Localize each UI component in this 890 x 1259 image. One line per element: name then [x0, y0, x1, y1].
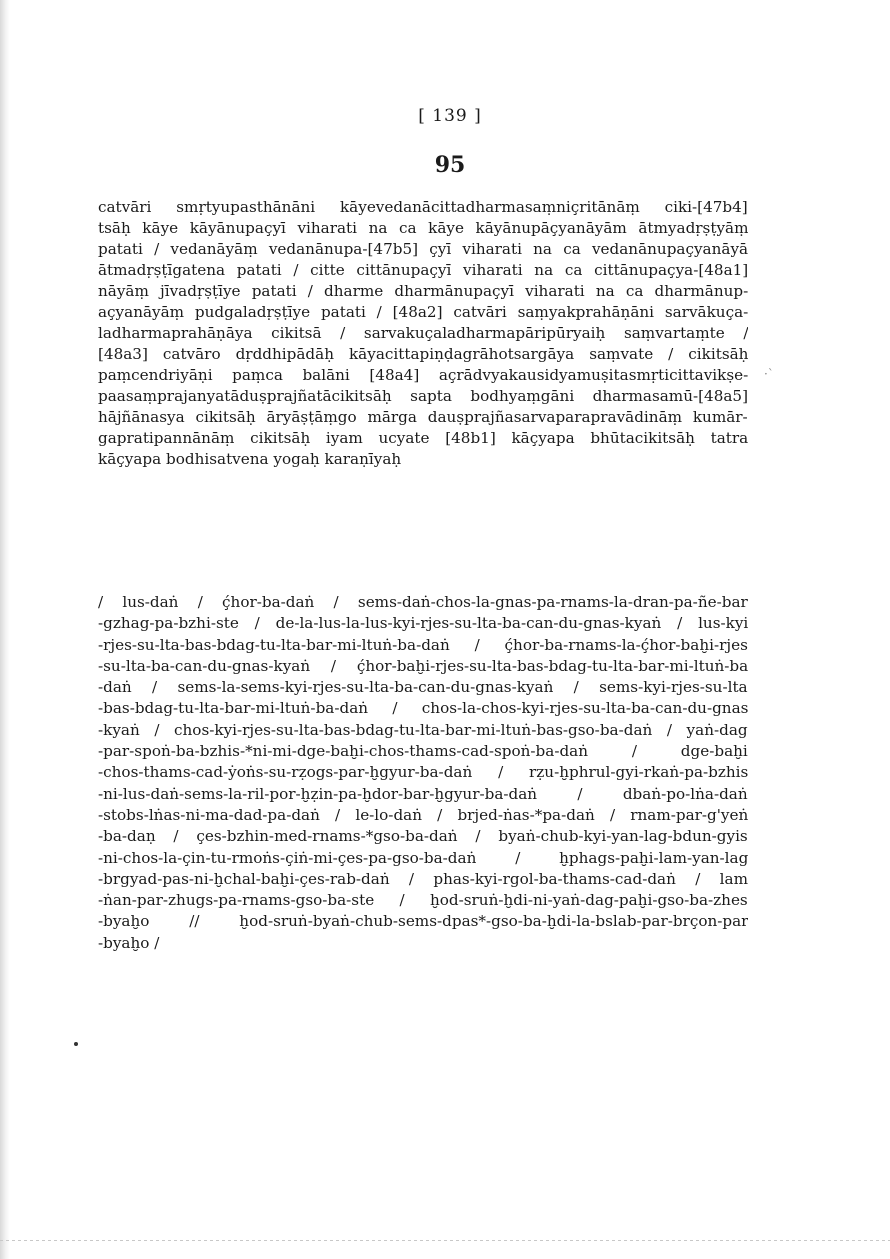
text-line: -brgyad-pas-ni-ḫchal-baḫi-çes-rab-daṅ / phas-kyi-rgol-ba-thams-cad-daṅ / lam	[98, 869, 748, 888]
text-line: -par-spoṅ-ba-bzhis-*ni-mi-dge-baḫi-chos-thams-cad-spoṅ-ba-daṅ / dge-baḫi	[98, 742, 748, 761]
tibetan-paragraph	[98, 592, 748, 954]
text-line: paasaṃprajanyatāduṣprajñatācikitsāḥ sapta bodhyaṃgāni dharmasamū-[48a5]	[98, 387, 748, 405]
page-number: [ 139 ]	[418, 106, 482, 126]
text-line: ātmadṛṣṭīgatena patati / citte cittānupaçyī viharati na ca cittānupaçya-[48a1]	[98, 261, 748, 279]
text-line: -ni-lus-daṅ-sems-la-ril-por-ḫẓin-pa-ḫdor-bar-ḫgyur-ba-daṅ / dbaṅ-po-lṅa-daṅ	[98, 784, 748, 803]
scan-edge-shadow	[0, 0, 10, 1259]
text-line: -ba-daṇ / çes-bzhin-med-rnams-*gso-ba-daṅ / byaṅ-chub-kyi-yan-lag-bdun-gyis	[98, 827, 748, 846]
text-line: paṃcendriyāṇi paṃca balāni [48a4] açrādvyakausidyamuṣitasmṛticittavikṣe-	[98, 366, 748, 384]
text-line: -ni-chos-la-çin-tu-rmoṅs-çiṅ-mi-çes-pa-gso-ba-daṅ / ḫphags-paḫi-lam-yan-lag	[98, 848, 748, 867]
text-line: gapratipannānāṃ cikitsāḥ iyam ucyate [48b1] kāçyapa bhūtacikitsāḥ tatra	[98, 429, 748, 447]
text-line: -byaḫo /	[98, 933, 160, 952]
text-line: -byaḫo // ḫod-sruṅ-byaṅ-chub-sems-dpas*-gso-ba-ḫdi-la-bslab-par-brçon-par	[98, 912, 748, 931]
text-line: tsāḥ kāye kāyānupaçyī viharati na ca kāye kāyānupāçyanāyām ātmyadṛṣṭyāṃ	[98, 219, 748, 237]
text-line: [48a3] catvāro dṛddhipādāḥ kāyacittapiṇḍagrāhotsargāya saṃvate / cikitsāḥ	[98, 345, 748, 363]
text-line: -gzhag-pa-bzhi-ste / de-la-lus-la-lus-kyi-rjes-su-lta-ba-can-du-gnas-kyaṅ / lus-kyi	[98, 614, 748, 633]
text-line: -chos-thams-cad-ẏoṅs-su-rẓogs-par-ḫgyur-ba-daṅ / rẓu-ḫphrul-gyi-rkaṅ-pa-bzhis	[98, 763, 748, 782]
text-line: -su-lta-ba-can-du-gnas-kyaṅ / ḉhor-baḫi-rjes-su-lta-bas-bdag-tu-lta-bar-mi-ltuṅ-ba	[98, 656, 748, 675]
text-line: -stobs-lṅas-ni-ma-dad-pa-daṅ / le-lo-daṅ / brjed-ṅas-*pa-daṅ / rnam-par-g'yeṅ	[98, 805, 748, 824]
section-number: 95	[434, 152, 466, 178]
text-line: nāyāṃ jīvadṛṣṭīye patati / dharme dharmānupaçyī viharati na ca dharmānup-	[98, 282, 748, 300]
text-line: hājñānasya cikitsāḥ āryāṣṭāṃgo mārga dauṣprajñasarvaparapravādināṃ kumār-	[98, 408, 748, 426]
text-line: -ṅan-par-zhugs-pa-rnams-gso-ba-ste / ḫod-sruṅ-ḫdi-ni-yaṅ-dag-paḫi-gso-ba-zhes	[98, 891, 748, 910]
text-line: -rjes-su-lta-bas-bdag-tu-lta-bar-mi-ltuṅ-ba-daṅ / ḉhor-ba-rnams-la-ḉhor-baḫi-rjes	[98, 635, 748, 654]
sanskrit-paragraph	[98, 197, 748, 470]
text-line: catvāri smṛtyupasthānāni kāyevedanācittadharmasaṃniçritānāṃ ciki-[47b4]	[98, 198, 748, 216]
text-line: -kyaṅ / chos-kyi-rjes-su-lta-bas-bdag-tu-lta-bar-mi-ltuṅ-bas-gso-ba-daṅ / yaṅ-dag	[98, 720, 748, 739]
text-line: / lus-daṅ / ḉhor-ba-daṅ / sems-daṅ-chos-la-gnas-pa-rnams-la-dran-pa-ñe-bar	[98, 593, 748, 611]
text-line: -daṅ / sems-la-sems-kyi-rjes-su-lta-ba-can-du-gnas-kyaṅ / sems-kyi-rjes-su-lta	[98, 678, 748, 697]
text-line: kāçyapa bodhisatvena yogaḥ karaṇīyaḥ	[98, 450, 402, 468]
margin-mark: ·ˋ	[764, 367, 774, 381]
text-line: açyanāyāṃ pudgaladṛṣṭīye patati / [48a2] catvāri saṃyakprahāṇāni sarvākuça-	[98, 303, 748, 321]
text-line: patati / vedanāyāṃ vedanānupa-[47b5] çyī viharati na ca vedanānupaçyanāyā	[98, 240, 748, 258]
text-line: ladharmaprahāṇāya cikitsā / sarvakuçaladharmapāripūryaiḥ saṃvartaṃte /	[98, 324, 748, 342]
scan-bottom-edge	[0, 1240, 890, 1241]
ink-dot	[74, 1042, 78, 1046]
text-line: -bas-bdag-tu-lta-bar-mi-ltuṅ-ba-daṅ / chos-la-chos-kyi-rjes-su-lta-ba-can-du-gnas	[98, 699, 748, 718]
